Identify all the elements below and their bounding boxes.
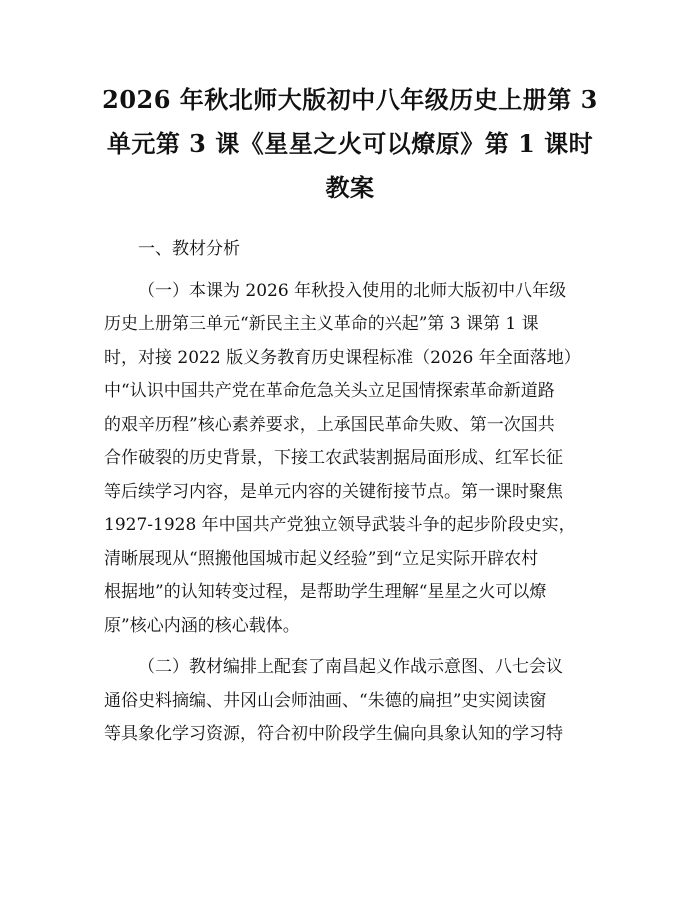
paragraph-line: 历史上册第三单元“新民主主义革命的兴起”第 3 课第 1 课 bbox=[104, 314, 539, 334]
paragraph-line: 清晰展现从“照搬他国城市起义经验”到“立足实际开辟农村 bbox=[104, 548, 539, 569]
paragraph-line: 1927-1928 年中国共产党独立领导武装斗争的起步阶段史实， bbox=[104, 515, 576, 535]
section-heading: 一、教材分析 bbox=[138, 239, 240, 259]
paragraph-line: 根据地”的认知转变过程，是帮助学生理解“星星之火可以燎 bbox=[104, 582, 547, 602]
paragraph-line: 的艰辛历程”核心素养要求，上承国民革命失败、第一次国共 bbox=[104, 414, 555, 435]
paragraph-1 bbox=[104, 275, 604, 644]
paragraph-line: （一）本课为 2026 年秋投入使用的北师大版初中八年级 bbox=[138, 280, 567, 301]
document-title bbox=[95, 78, 605, 210]
paragraph-line: 通俗史料摘编、井冈山会师油画、“朱德的扁担”史实阅读窗 bbox=[104, 690, 547, 711]
paragraph-line: 中“认识中国共产党在革命危急关头立足国情探索革命新道路 bbox=[104, 381, 555, 401]
paragraph-line: 等后续学习内容，是单元内容的关键衔接节点。第一课时聚焦 bbox=[104, 481, 563, 502]
paragraph-line: 合作破裂的历史背景，下接工农武装割据局面形成、红军长征 bbox=[104, 448, 563, 468]
paragraph-line: 原”核心内涵的核心载体。 bbox=[104, 615, 300, 636]
paragraph-line: 等具象化学习资源，符合初中阶段学生偏向具象认知的学习特 bbox=[104, 724, 563, 744]
paragraph-line: （二）教材编排上配套了南昌起义作战示意图、八七会议 bbox=[138, 657, 563, 677]
title-line: 2026 年秋北师大版初中八年级历史上册第 3 bbox=[102, 85, 598, 114]
paragraph-line: 时，对接 2022 版义务教育历史课程标准（2026 年全面落地） bbox=[104, 347, 581, 368]
document-body bbox=[104, 233, 604, 760]
title-line: 单元第 3 课《星星之火可以燎原》第 1 课时 bbox=[106, 129, 594, 158]
title-line: 教案 bbox=[325, 173, 375, 202]
paragraph-2 bbox=[104, 651, 604, 752]
